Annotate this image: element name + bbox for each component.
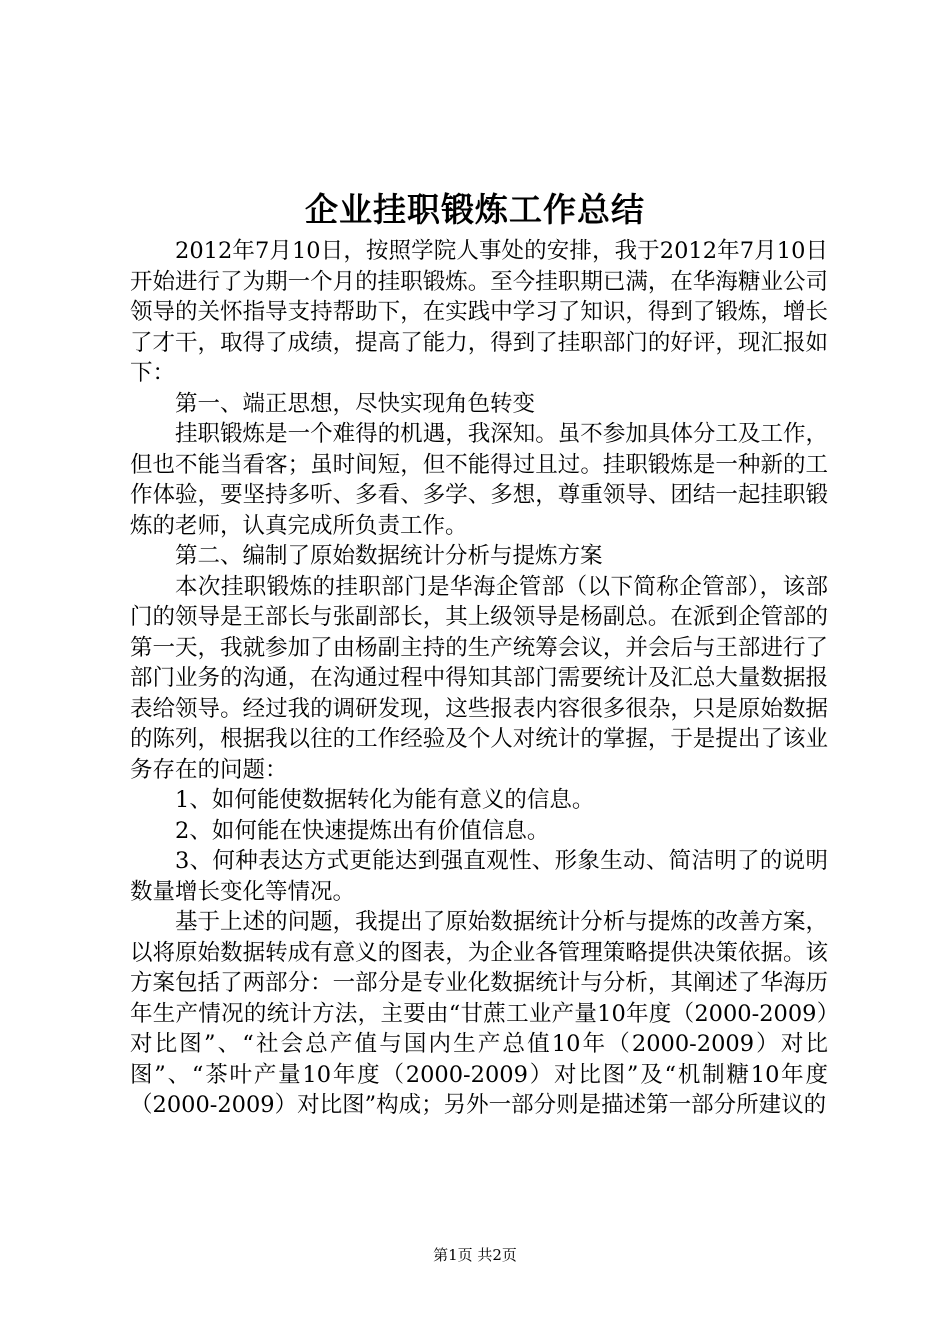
document-body	[130, 236, 828, 1121]
document-title: 企业挂职锻炼工作总结	[305, 190, 645, 229]
page-number-footer: 第1页 共2页	[433, 1246, 517, 1264]
list-item-1: 1、如何能使数据转化为能有意义的信息。	[175, 787, 595, 813]
section-heading-1: 第一、端正思想，尽快实现角色转变	[175, 390, 536, 417]
paragraph-intro: 2012年7月10日，按照学院人事处的安排，我于2012年7月10日开始进行了为期一个月的挂职锻炼。至今挂职期已满，在华海糖业公司领导的关怀指导支持帮助下，在实践中学习了知识，得到了锻炼，增长了才干，取得了成绩，提高了能力，得到了挂职部门的好评，现汇报如下：	[130, 238, 828, 386]
list-item-2: 2、如何能在快速提炼出有价值信息。	[175, 817, 550, 844]
paragraph-plan: 基于上述的问题，我提出了原始数据统计分析与提炼的改善方案，以将原始数据转成有意义的图表，为企业各管理策略提供决策依据。该方案包括了两部分：一部分是专业化数据统计与分析，其阐述了华海历年生产情况的统计方法，主要由“甘蔗工业产量10年度（2000-2009）对比图”、“社会总产值与国内生产总值10年（2000-2009）对比图”、“茶叶产量10年度（2000-2009）对比图”及“机制糖10年度（2000-2009）对比图”构成；另外一部分则是描述第一部分所建议的	[130, 909, 828, 1118]
section-heading-2: 第二、编制了原始数据统计分析与提炼方案	[175, 543, 603, 569]
list-item-3: 3、何种表达方式更能达到强直观性、形象生动、简洁明了的说明数量增长变化等情况。	[130, 848, 828, 905]
paragraph-section-1: 挂职锻炼是一个难得的机遇，我深知。虽不参加具体分工及工作，但也不能当看客；虽时间短，但不能得过且过。挂职锻炼是一种新的工作体验，要坚持多听、多看、多学、多想，尊重领导、团结一起挂职锻炼的老师，认真完成所负责工作。	[130, 421, 828, 539]
paragraph-section-2: 本次挂职锻炼的挂职部门是华海企管部（以下简称企管部），该部门的领导是王部长与张副部长，其上级领导是杨副总。在派到企管部的第一天，我就参加了由杨副主持的生产统筹会议，并会后与王部进行了部门业务的沟通，在沟通过程中得知其部门需要统计及汇总大量数据报表给领导。经过我的调研发现，这些报表内容很多很杂，只是原始数据的陈列，根据我以往的工作经验及个人对统计的掌握，于是提出了该业务存在的问题：	[130, 573, 828, 783]
